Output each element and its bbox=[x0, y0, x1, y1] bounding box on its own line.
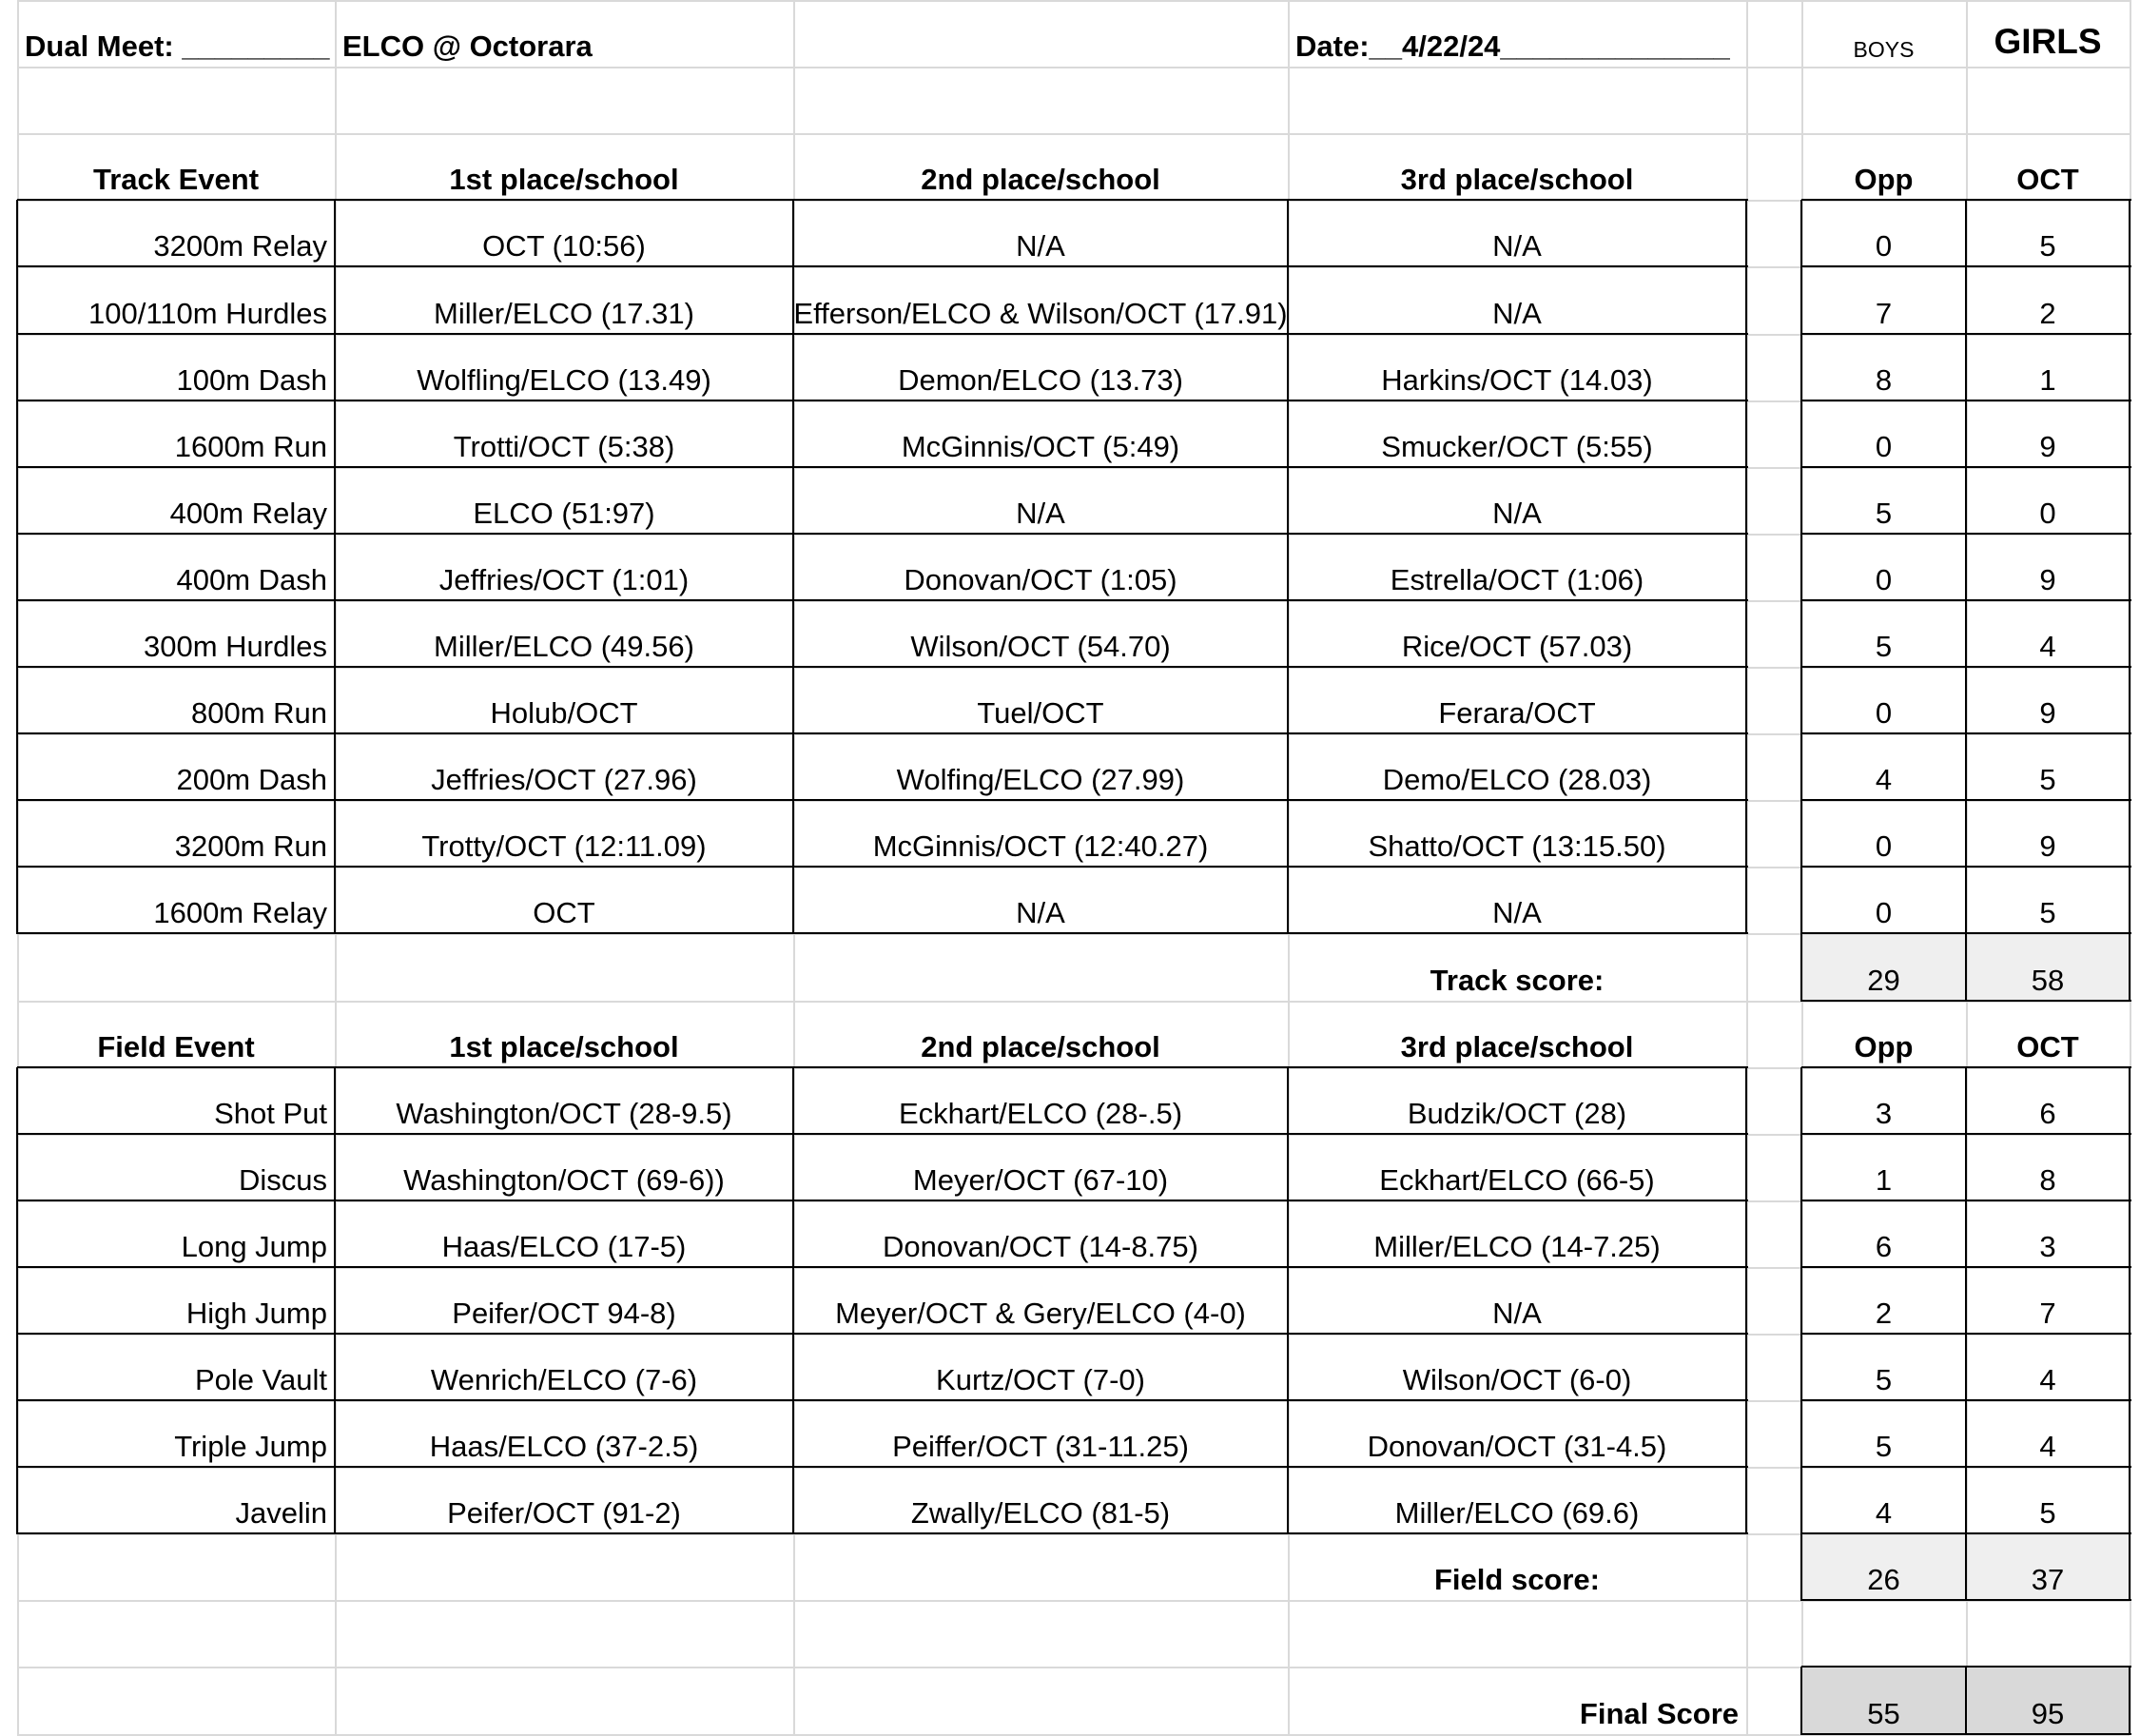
track-third-place-header: 3rd place/school bbox=[1400, 163, 1634, 196]
track-event-name: 100/110m Hurdles bbox=[88, 297, 327, 330]
track-opp-points: 5 bbox=[1875, 497, 1893, 530]
field-event-name: Long Jump bbox=[181, 1230, 327, 1263]
field-oct-points: 7 bbox=[2039, 1297, 2056, 1330]
field-third-place-header: 3rd place/school bbox=[1400, 1030, 1634, 1063]
field-third-place: N/A bbox=[1492, 1297, 1542, 1330]
track-first-place: Miller/ELCO (49.56) bbox=[434, 630, 694, 663]
track-second-place: Wilson/OCT (54.70) bbox=[910, 630, 1171, 663]
field-third-place: Donovan/OCT (31-4.5) bbox=[1367, 1430, 1667, 1463]
track-opp-points: 8 bbox=[1875, 363, 1893, 397]
track-first-place: ELCO (51:97) bbox=[473, 497, 655, 530]
final-score-opp: 55 bbox=[1867, 1697, 1900, 1730]
track-third-place: N/A bbox=[1492, 229, 1542, 263]
track-third-place: N/A bbox=[1492, 497, 1542, 530]
track-second-place: N/A bbox=[1016, 229, 1065, 263]
field-second-place-header: 2nd place/school bbox=[921, 1030, 1160, 1063]
track-second-place: Efferson/ELCO & Wilson/OCT (17.91) bbox=[793, 297, 1288, 330]
track-second-place: N/A bbox=[1016, 497, 1065, 530]
track-second-place: Demon/ELCO (13.73) bbox=[898, 363, 1183, 397]
field-first-place-header: 1st place/school bbox=[449, 1030, 679, 1063]
track-second-place: N/A bbox=[1016, 896, 1065, 929]
track-opp-points: 5 bbox=[1875, 630, 1893, 663]
final-score-label: Final Score bbox=[1579, 1697, 1739, 1730]
meet-date: Date:__4/22/24______________ bbox=[1295, 29, 1730, 63]
field-first-place: Haas/ELCO (17-5) bbox=[441, 1230, 687, 1263]
track-first-place: OCT bbox=[533, 896, 595, 929]
track-opp-points: 0 bbox=[1875, 229, 1893, 263]
track-oct-points: 9 bbox=[2039, 430, 2056, 463]
track-opp-points: 0 bbox=[1875, 829, 1893, 863]
girls-label: GIRLS bbox=[1994, 22, 2102, 61]
field-second-place: Meyer/OCT (67-10) bbox=[912, 1163, 1169, 1197]
track-opp-points: 0 bbox=[1875, 563, 1893, 596]
track-oct-points: 2 bbox=[2039, 297, 2056, 330]
track-third-place: N/A bbox=[1492, 297, 1542, 330]
track-first-place-header: 1st place/school bbox=[449, 163, 679, 196]
track-oct-points: 5 bbox=[2039, 763, 2056, 796]
field-oct-points: 4 bbox=[2039, 1363, 2056, 1396]
track-event-name: 1600m Relay bbox=[153, 896, 327, 929]
field-oct-header: OCT bbox=[2016, 1030, 2079, 1063]
field-opp-points: 5 bbox=[1875, 1363, 1893, 1396]
field-third-place: Miller/ELCO (69.6) bbox=[1394, 1496, 1640, 1530]
track-opp-points: 0 bbox=[1875, 430, 1893, 463]
field-oct-points: 8 bbox=[2039, 1163, 2056, 1197]
track-first-place: Holub/OCT bbox=[490, 696, 638, 730]
field-first-place: Washington/OCT (28-9.5) bbox=[396, 1097, 732, 1130]
final-score-oct: 95 bbox=[2031, 1697, 2065, 1730]
track-first-place: Trotty/OCT (12:11.09) bbox=[421, 829, 707, 863]
field-opp-points: 1 bbox=[1875, 1163, 1893, 1197]
track-third-place: Rice/OCT (57.03) bbox=[1401, 630, 1633, 663]
field-opp-points: 6 bbox=[1875, 1230, 1893, 1263]
track-second-place: Wolfing/ELCO (27.99) bbox=[896, 763, 1185, 796]
field-event-name: Shot Put bbox=[214, 1097, 327, 1130]
track-event-name: 3200m Relay bbox=[153, 229, 327, 263]
field-third-place: Eckhart/ELCO (66-5) bbox=[1379, 1163, 1655, 1197]
field-event-name: Triple Jump bbox=[174, 1430, 327, 1463]
field-opp-points: 4 bbox=[1875, 1496, 1893, 1530]
track-oct-points: 4 bbox=[2039, 630, 2056, 663]
field-opp-points: 3 bbox=[1875, 1097, 1893, 1130]
field-second-place: Kurtz/OCT (7-0) bbox=[936, 1363, 1145, 1396]
track-first-place: Jeffries/OCT (1:01) bbox=[438, 563, 690, 596]
track-oct-points: 5 bbox=[2039, 229, 2056, 263]
track-oct-points: 1 bbox=[2039, 363, 2056, 397]
track-opp-points: 0 bbox=[1875, 696, 1893, 730]
track-event-header: Track Event bbox=[92, 163, 260, 196]
track-second-place: Donovan/OCT (1:05) bbox=[904, 563, 1177, 596]
track-event-name: 200m Dash bbox=[176, 763, 327, 796]
field-third-place: Miller/ELCO (14-7.25) bbox=[1373, 1230, 1661, 1263]
track-event-name: 1600m Run bbox=[174, 430, 327, 463]
field-event-name: Javelin bbox=[235, 1496, 327, 1530]
track-third-place: Estrella/OCT (1:06) bbox=[1390, 563, 1644, 596]
track-oct-points: 5 bbox=[2039, 896, 2056, 929]
track-opp-points: 0 bbox=[1875, 896, 1893, 929]
field-event-name: Pole Vault bbox=[194, 1363, 327, 1396]
field-second-place: Eckhart/ELCO (28-.5) bbox=[898, 1097, 1183, 1130]
track-second-place-header: 2nd place/school bbox=[921, 163, 1160, 196]
field-first-place: Wenrich/ELCO (7-6) bbox=[430, 1363, 698, 1396]
field-oct-points: 4 bbox=[2039, 1430, 2056, 1463]
track-third-place: Smucker/OCT (5:55) bbox=[1381, 430, 1653, 463]
meet-name: ELCO @ Octorara bbox=[342, 29, 593, 63]
track-first-place: Trotti/OCT (5:38) bbox=[453, 430, 675, 463]
track-opp-points: 7 bbox=[1875, 297, 1893, 330]
track-second-place: Tuel/OCT bbox=[977, 696, 1104, 730]
track-opp-points: 4 bbox=[1875, 763, 1893, 796]
track-score-opp: 29 bbox=[1867, 964, 1900, 997]
track-oct-points: 9 bbox=[2039, 563, 2056, 596]
field-event-name: Discus bbox=[238, 1163, 327, 1197]
track-event-name: 300m Hurdles bbox=[144, 630, 327, 663]
track-event-name: 100m Dash bbox=[176, 363, 327, 397]
field-oct-points: 5 bbox=[2039, 1496, 2056, 1530]
field-first-place: Peifer/OCT (91-2) bbox=[447, 1496, 681, 1530]
field-third-place: Wilson/OCT (6-0) bbox=[1402, 1363, 1632, 1396]
field-opp-header: Opp bbox=[1854, 1030, 1914, 1063]
track-second-place: McGinnis/OCT (12:40.27) bbox=[872, 829, 1209, 863]
field-score-label: Field score: bbox=[1434, 1563, 1600, 1596]
field-opp-points: 5 bbox=[1875, 1430, 1893, 1463]
field-oct-points: 3 bbox=[2039, 1230, 2056, 1263]
field-opp-points: 2 bbox=[1875, 1297, 1893, 1330]
field-first-place: Washington/OCT (69-6)) bbox=[403, 1163, 725, 1197]
track-event-name: 400m Relay bbox=[169, 497, 327, 530]
field-score-opp: 26 bbox=[1867, 1563, 1900, 1596]
field-second-place: Peiffer/OCT (31-11.25) bbox=[892, 1430, 1189, 1463]
track-oct-header: OCT bbox=[2016, 163, 2079, 196]
track-event-name: 3200m Run bbox=[174, 829, 327, 863]
boys-label: BOYS bbox=[1853, 37, 1915, 62]
track-event-name: 400m Dash bbox=[176, 563, 327, 596]
field-third-place: Budzik/OCT (28) bbox=[1407, 1097, 1627, 1130]
field-second-place: Donovan/OCT (14-8.75) bbox=[883, 1230, 1198, 1263]
dual-meet-label: Dual Meet: _________ bbox=[25, 29, 330, 63]
track-third-place: Ferara/OCT bbox=[1438, 696, 1596, 730]
track-event-name: 800m Run bbox=[190, 696, 327, 730]
field-second-place: Meyer/OCT & Gery/ELCO (4-0) bbox=[835, 1297, 1246, 1330]
track-first-place: OCT (10:56) bbox=[482, 229, 646, 263]
track-oct-points: 9 bbox=[2039, 696, 2056, 730]
track-score-oct: 58 bbox=[2031, 964, 2065, 997]
track-oct-points: 0 bbox=[2039, 497, 2056, 530]
track-opp-header: Opp bbox=[1854, 163, 1914, 196]
track-third-place: Shatto/OCT (13:15.50) bbox=[1368, 829, 1666, 863]
track-third-place: Harkins/OCT (14.03) bbox=[1381, 363, 1653, 397]
field-second-place: Zwally/ELCO (81-5) bbox=[910, 1496, 1171, 1530]
track-second-place: McGinnis/OCT (5:49) bbox=[901, 430, 1180, 463]
field-oct-points: 6 bbox=[2039, 1097, 2056, 1130]
track-first-place: Jeffries/OCT (27.96) bbox=[431, 763, 697, 796]
track-score-label: Track score: bbox=[1430, 964, 1605, 997]
field-event-name: High Jump bbox=[185, 1297, 327, 1330]
track-oct-points: 9 bbox=[2039, 829, 2056, 863]
track-third-place: Demo/ELCO (28.03) bbox=[1382, 763, 1652, 796]
field-first-place: Haas/ELCO (37-2.5) bbox=[429, 1430, 699, 1463]
track-third-place: N/A bbox=[1492, 896, 1542, 929]
field-score-oct: 37 bbox=[2031, 1563, 2065, 1596]
field-first-place: Peifer/OCT 94-8) bbox=[452, 1297, 676, 1330]
track-first-place: Miller/ELCO (17.31) bbox=[434, 297, 694, 330]
field-event-header: Field Event bbox=[97, 1030, 255, 1063]
track-first-place: Wolfling/ELCO (13.49) bbox=[417, 363, 711, 397]
